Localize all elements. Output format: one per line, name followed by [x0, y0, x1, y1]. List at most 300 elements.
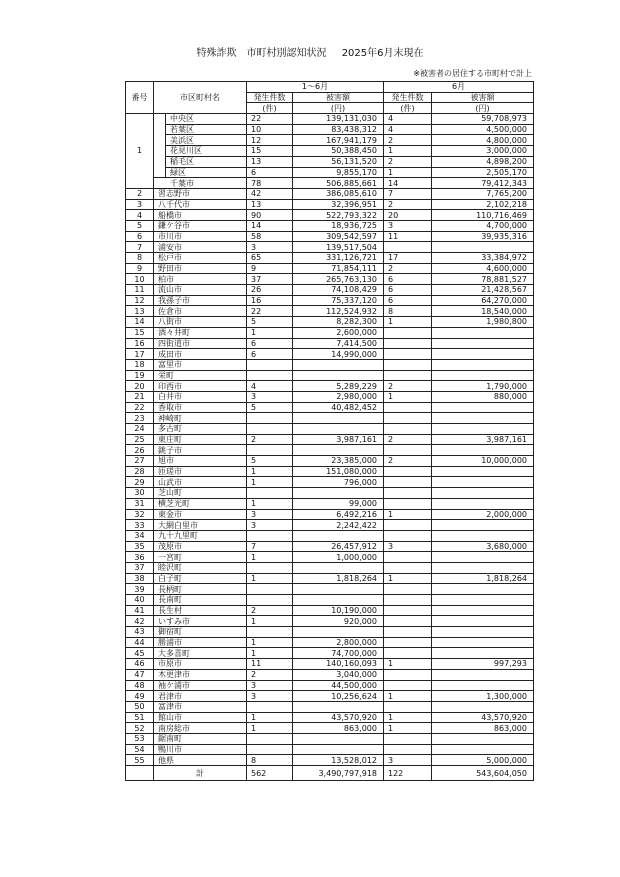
amount-1: 151,080,000 — [293, 466, 384, 477]
count-2: 6 — [384, 274, 432, 285]
city-name: 鎌ケ谷市 — [154, 220, 247, 231]
row-no: 32 — [126, 509, 154, 520]
count-2: 3 — [384, 541, 432, 552]
count-1 — [247, 530, 293, 541]
count-1: 3 — [247, 391, 293, 402]
city-name: 茂原市 — [154, 541, 247, 552]
count-1: 3 — [247, 691, 293, 702]
row-no: 23 — [126, 413, 154, 424]
amount-1: 265,763,130 — [293, 274, 384, 285]
count-1: 78 — [247, 178, 293, 189]
count-2 — [384, 242, 432, 253]
amount-1: 71,854,111 — [293, 263, 384, 274]
amount-2 — [432, 424, 534, 435]
city-name: 市川市 — [154, 231, 247, 242]
ward-name: 花見川区 — [166, 146, 247, 157]
count-2: 2 — [384, 263, 432, 274]
city-name: 市原市 — [154, 659, 247, 670]
count-2: 6 — [384, 295, 432, 306]
count-2 — [384, 616, 432, 627]
amount-1: 1,000,000 — [293, 552, 384, 563]
city-name: 君津市 — [154, 691, 247, 702]
row-no: 17 — [126, 349, 154, 360]
table-row — [126, 552, 534, 563]
city-name: 成田市 — [154, 349, 247, 360]
count-2 — [384, 370, 432, 381]
city-name: 勝浦市 — [154, 637, 247, 648]
count-2 — [384, 744, 432, 755]
amount-2: 880,000 — [432, 391, 534, 402]
count-2 — [384, 424, 432, 435]
city-name: 富里市 — [154, 359, 247, 370]
count-2: 11 — [384, 231, 432, 242]
table-row — [126, 242, 534, 253]
count-1: 3 — [247, 680, 293, 691]
total-label: 計 — [154, 766, 247, 781]
count-1: 8 — [247, 755, 293, 766]
table-row — [126, 338, 534, 349]
amount-2: 2,102,218 — [432, 199, 534, 210]
amount-2 — [432, 680, 534, 691]
city-name: 多古町 — [154, 424, 247, 435]
amount-2: 2,505,170 — [432, 167, 534, 178]
count-2: 2 — [384, 434, 432, 445]
city-name: 銚子市 — [154, 445, 247, 456]
city-name: 酒々井町 — [154, 327, 247, 338]
amount-1: 43,570,920 — [293, 712, 384, 723]
row-no: 41 — [126, 605, 154, 616]
count-2: 1 — [384, 659, 432, 670]
table-row — [126, 541, 534, 552]
count-1 — [247, 445, 293, 456]
count-2 — [384, 605, 432, 616]
city-name: 印西市 — [154, 381, 247, 392]
city-name: 睦沢町 — [154, 562, 247, 573]
city-name: 長生村 — [154, 605, 247, 616]
amount-2 — [432, 648, 534, 659]
table-row — [126, 584, 534, 595]
amount-2: 2,000,000 — [432, 509, 534, 520]
amount-1: 140,160,093 — [293, 659, 384, 670]
row-no: 50 — [126, 701, 154, 712]
count-1: 13 — [247, 199, 293, 210]
row-no: 3 — [126, 199, 154, 210]
count-1 — [247, 424, 293, 435]
count-2 — [384, 584, 432, 595]
row-no: 19 — [126, 370, 154, 381]
count-2 — [384, 701, 432, 712]
count-2: 2 — [384, 381, 432, 392]
row-no: 22 — [126, 402, 154, 413]
row-no: 40 — [126, 595, 154, 606]
amount-2 — [432, 242, 534, 253]
count-1 — [247, 359, 293, 370]
amount-1: 13,528,012 — [293, 755, 384, 766]
count-2 — [384, 552, 432, 563]
count-1: 58 — [247, 231, 293, 242]
city-name: 東庄町 — [154, 434, 247, 445]
row-no: 31 — [126, 498, 154, 509]
amount-1 — [293, 530, 384, 541]
count-2: 2 — [384, 156, 432, 167]
amount-1 — [293, 595, 384, 606]
count-1: 15 — [247, 146, 293, 157]
table-row — [126, 723, 534, 734]
amount-1: 2,800,000 — [293, 637, 384, 648]
city-name: 松戸市 — [154, 253, 247, 264]
amount-2: 64,270,000 — [432, 295, 534, 306]
amount-1: 14,990,000 — [293, 349, 384, 360]
row-no: 54 — [126, 744, 154, 755]
amount-1 — [293, 627, 384, 638]
amount-2 — [432, 733, 534, 744]
count-1 — [247, 370, 293, 381]
city-name: 館山市 — [154, 712, 247, 723]
table-row — [126, 349, 534, 360]
count-2 — [384, 648, 432, 659]
amount-2: 863,000 — [432, 723, 534, 734]
amount-1: 796,000 — [293, 477, 384, 488]
table-row — [126, 156, 534, 167]
count-2 — [384, 349, 432, 360]
city-name: 野田市 — [154, 263, 247, 274]
table-row — [126, 562, 534, 573]
count-1: 1 — [247, 327, 293, 338]
total-amount-1: 3,490,797,918 — [293, 766, 384, 781]
count-1: 1 — [247, 477, 293, 488]
row-no: 53 — [126, 733, 154, 744]
amount-1: 331,126,721 — [293, 253, 384, 264]
count-2: 2 — [384, 199, 432, 210]
amount-1 — [293, 733, 384, 744]
count-1: 11 — [247, 659, 293, 670]
row-no: 20 — [126, 381, 154, 392]
ward-name: 稲毛区 — [166, 156, 247, 167]
count-2 — [384, 680, 432, 691]
table-row — [126, 680, 534, 691]
city-name: 神崎町 — [154, 413, 247, 424]
amount-1: 83,438,312 — [293, 124, 384, 135]
table-row — [126, 744, 534, 755]
amount-2 — [432, 562, 534, 573]
row-no: 39 — [126, 584, 154, 595]
table-row — [126, 274, 534, 285]
count-2: 3 — [384, 755, 432, 766]
row-no: 27 — [126, 456, 154, 467]
city-name: 旭市 — [154, 456, 247, 467]
count-1: 22 — [247, 306, 293, 317]
count-2 — [384, 413, 432, 424]
row-no: 16 — [126, 338, 154, 349]
header-amount-2: 被害額 — [432, 92, 534, 103]
row-no: 10 — [126, 274, 154, 285]
row-no: 48 — [126, 680, 154, 691]
count-1 — [247, 701, 293, 712]
amount-1: 40,482,452 — [293, 402, 384, 413]
total-amount-2: 543,604,050 — [432, 766, 534, 781]
city-name: 佐倉市 — [154, 306, 247, 317]
amount-2: 10,000,000 — [432, 456, 534, 467]
count-2: 1 — [384, 723, 432, 734]
amount-1 — [293, 413, 384, 424]
city-name: 柏市 — [154, 274, 247, 285]
amount-1: 10,256,624 — [293, 691, 384, 702]
city-name: 長柄町 — [154, 584, 247, 595]
header-count-unit-2: (件) — [384, 103, 432, 114]
amount-2 — [432, 701, 534, 712]
amount-2 — [432, 349, 534, 360]
city-name: 白井市 — [154, 391, 247, 402]
count-2 — [384, 466, 432, 477]
count-1: 1 — [247, 616, 293, 627]
count-1: 1 — [247, 573, 293, 584]
amount-2 — [432, 552, 534, 563]
amount-2 — [432, 616, 534, 627]
row-no: 26 — [126, 445, 154, 456]
amount-2 — [432, 402, 534, 413]
city-total-name: 千葉市 — [154, 178, 247, 189]
row-no: 33 — [126, 520, 154, 531]
table-row — [126, 424, 534, 435]
amount-1: 75,337,120 — [293, 295, 384, 306]
header-amount-unit-1: (円) — [293, 103, 384, 114]
table-row — [126, 477, 534, 488]
table-row — [126, 488, 534, 499]
city-name: 八街市 — [154, 317, 247, 328]
count-1: 1 — [247, 637, 293, 648]
table-row — [126, 370, 534, 381]
row-no: 7 — [126, 242, 154, 253]
ward-name: 美浜区 — [166, 135, 247, 146]
table-row — [126, 327, 534, 338]
amount-2 — [432, 359, 534, 370]
amount-1: 863,000 — [293, 723, 384, 734]
row-no: 49 — [126, 691, 154, 702]
table-row — [126, 402, 534, 413]
count-1: 1 — [247, 466, 293, 477]
amount-2 — [432, 637, 534, 648]
amount-2 — [432, 445, 534, 456]
count-1: 10 — [247, 124, 293, 135]
table-row — [126, 466, 534, 477]
table-row — [126, 701, 534, 712]
amount-1: 5,289,229 — [293, 381, 384, 392]
table-row — [126, 434, 534, 445]
count-2 — [384, 595, 432, 606]
amount-2: 18,540,000 — [432, 306, 534, 317]
amount-2: 79,412,343 — [432, 178, 534, 189]
table-row — [126, 530, 534, 541]
amount-1 — [293, 424, 384, 435]
amount-2: 59,708,973 — [432, 114, 534, 125]
count-1: 4 — [247, 381, 293, 392]
amount-2 — [432, 669, 534, 680]
amount-1: 9,855,170 — [293, 167, 384, 178]
total-count-2: 122 — [384, 766, 432, 781]
amount-1: 920,000 — [293, 616, 384, 627]
count-1: 5 — [247, 456, 293, 467]
city-name: 長南町 — [154, 595, 247, 606]
count-2: 8 — [384, 306, 432, 317]
count-1 — [247, 584, 293, 595]
total-row — [126, 766, 534, 781]
city-name: 御宿町 — [154, 627, 247, 638]
table-row — [126, 712, 534, 723]
amount-1: 506,885,661 — [293, 178, 384, 189]
row-no: 55 — [126, 755, 154, 766]
city-name: 一宮町 — [154, 552, 247, 563]
city-name: 鴨川市 — [154, 744, 247, 755]
row-no: 9 — [126, 263, 154, 274]
amount-1: 2,242,422 — [293, 520, 384, 531]
row-no: 13 — [126, 306, 154, 317]
row-no: 8 — [126, 253, 154, 264]
count-1: 2 — [247, 605, 293, 616]
table-row — [126, 520, 534, 531]
table-row — [126, 253, 534, 264]
city-name: 流山市 — [154, 285, 247, 296]
row-no: 34 — [126, 530, 154, 541]
amount-2: 7,765,200 — [432, 188, 534, 199]
table-row — [126, 605, 534, 616]
amount-2: 4,800,000 — [432, 135, 534, 146]
count-2: 4 — [384, 114, 432, 125]
table-row — [126, 359, 534, 370]
row-no: 52 — [126, 723, 154, 734]
row-no: 18 — [126, 359, 154, 370]
city-name: 船橋市 — [154, 210, 247, 221]
table-row — [126, 413, 534, 424]
amount-2: 997,293 — [432, 659, 534, 670]
count-1 — [247, 488, 293, 499]
city-name: 横芝光町 — [154, 498, 247, 509]
amount-2: 1,790,000 — [432, 381, 534, 392]
title-main: 特殊詐欺 市町村別認知状況 — [196, 48, 327, 59]
header-period2: 6月 — [384, 82, 534, 93]
amount-1 — [293, 701, 384, 712]
city-name: 山武市 — [154, 477, 247, 488]
row-no: 25 — [126, 434, 154, 445]
row-no: 24 — [126, 424, 154, 435]
table-row — [126, 456, 534, 467]
count-1: 1 — [247, 552, 293, 563]
amount-1: 167,941,179 — [293, 135, 384, 146]
city-name: 大多喜町 — [154, 648, 247, 659]
count-2 — [384, 338, 432, 349]
row-no: 1 — [126, 114, 154, 189]
count-1: 16 — [247, 295, 293, 306]
header-count-2: 発生件数 — [384, 92, 432, 103]
row-no: 38 — [126, 573, 154, 584]
count-1: 3 — [247, 520, 293, 531]
amount-1: 3,987,161 — [293, 434, 384, 445]
city-name: 東金市 — [154, 509, 247, 520]
header-amount-unit-2: (円) — [432, 103, 534, 114]
amount-2 — [432, 477, 534, 488]
count-1: 42 — [247, 188, 293, 199]
row-no: 43 — [126, 627, 154, 638]
count-2 — [384, 445, 432, 456]
row-no: 21 — [126, 391, 154, 402]
table-row — [126, 317, 534, 328]
city-name: 九十九里町 — [154, 530, 247, 541]
table-row — [126, 616, 534, 627]
amount-1: 8,282,300 — [293, 317, 384, 328]
row-no: 28 — [126, 466, 154, 477]
count-1 — [247, 413, 293, 424]
amount-2: 1,300,000 — [432, 691, 534, 702]
count-2: 4 — [384, 124, 432, 135]
city-name: 芝山町 — [154, 488, 247, 499]
amount-1: 522,793,322 — [293, 210, 384, 221]
count-1: 9 — [247, 263, 293, 274]
ward-name: 中央区 — [166, 114, 247, 125]
amount-2: 1,818,264 — [432, 573, 534, 584]
count-1 — [247, 733, 293, 744]
document-title — [0, 44, 620, 59]
header-amount-1: 被害額 — [293, 92, 384, 103]
count-1: 37 — [247, 274, 293, 285]
amount-2: 110,716,469 — [432, 210, 534, 221]
table-row — [126, 188, 534, 199]
row-no: 46 — [126, 659, 154, 670]
amount-1 — [293, 584, 384, 595]
amount-2 — [432, 595, 534, 606]
city-name: いすみ市 — [154, 616, 247, 627]
table-row — [126, 285, 534, 296]
title-date: 2025年6月末現在 — [341, 48, 424, 59]
table-row — [126, 648, 534, 659]
amount-2 — [432, 338, 534, 349]
city-name: 他県 — [154, 755, 247, 766]
table-row — [126, 445, 534, 456]
count-1: 2 — [247, 669, 293, 680]
amount-2 — [432, 370, 534, 381]
table-row — [126, 220, 534, 231]
table-row — [126, 231, 534, 242]
count-1: 6 — [247, 338, 293, 349]
row-no: 11 — [126, 285, 154, 296]
header-count-1: 発生件数 — [247, 92, 293, 103]
amount-1: 10,190,000 — [293, 605, 384, 616]
count-2 — [384, 498, 432, 509]
city-name: 匝瑳市 — [154, 466, 247, 477]
amount-1: 139,131,030 — [293, 114, 384, 125]
count-2: 7 — [384, 188, 432, 199]
amount-1: 74,700,000 — [293, 648, 384, 659]
count-1: 13 — [247, 156, 293, 167]
amount-2 — [432, 627, 534, 638]
table-row — [126, 124, 534, 135]
row-no: 6 — [126, 231, 154, 242]
amount-2: 3,987,161 — [432, 434, 534, 445]
count-2: 1 — [384, 167, 432, 178]
amount-2: 43,570,920 — [432, 712, 534, 723]
table-row — [126, 691, 534, 702]
table-row — [126, 498, 534, 509]
table-row — [126, 295, 534, 306]
row-no: 4 — [126, 210, 154, 221]
ward-name: 若葉区 — [166, 124, 247, 135]
city-name: 習志野市 — [154, 188, 247, 199]
table-row — [126, 669, 534, 680]
count-1: 65 — [247, 253, 293, 264]
amount-2 — [432, 744, 534, 755]
amount-2: 4,700,000 — [432, 220, 534, 231]
count-1: 3 — [247, 509, 293, 520]
amount-1: 99,000 — [293, 498, 384, 509]
amount-1: 7,414,500 — [293, 338, 384, 349]
